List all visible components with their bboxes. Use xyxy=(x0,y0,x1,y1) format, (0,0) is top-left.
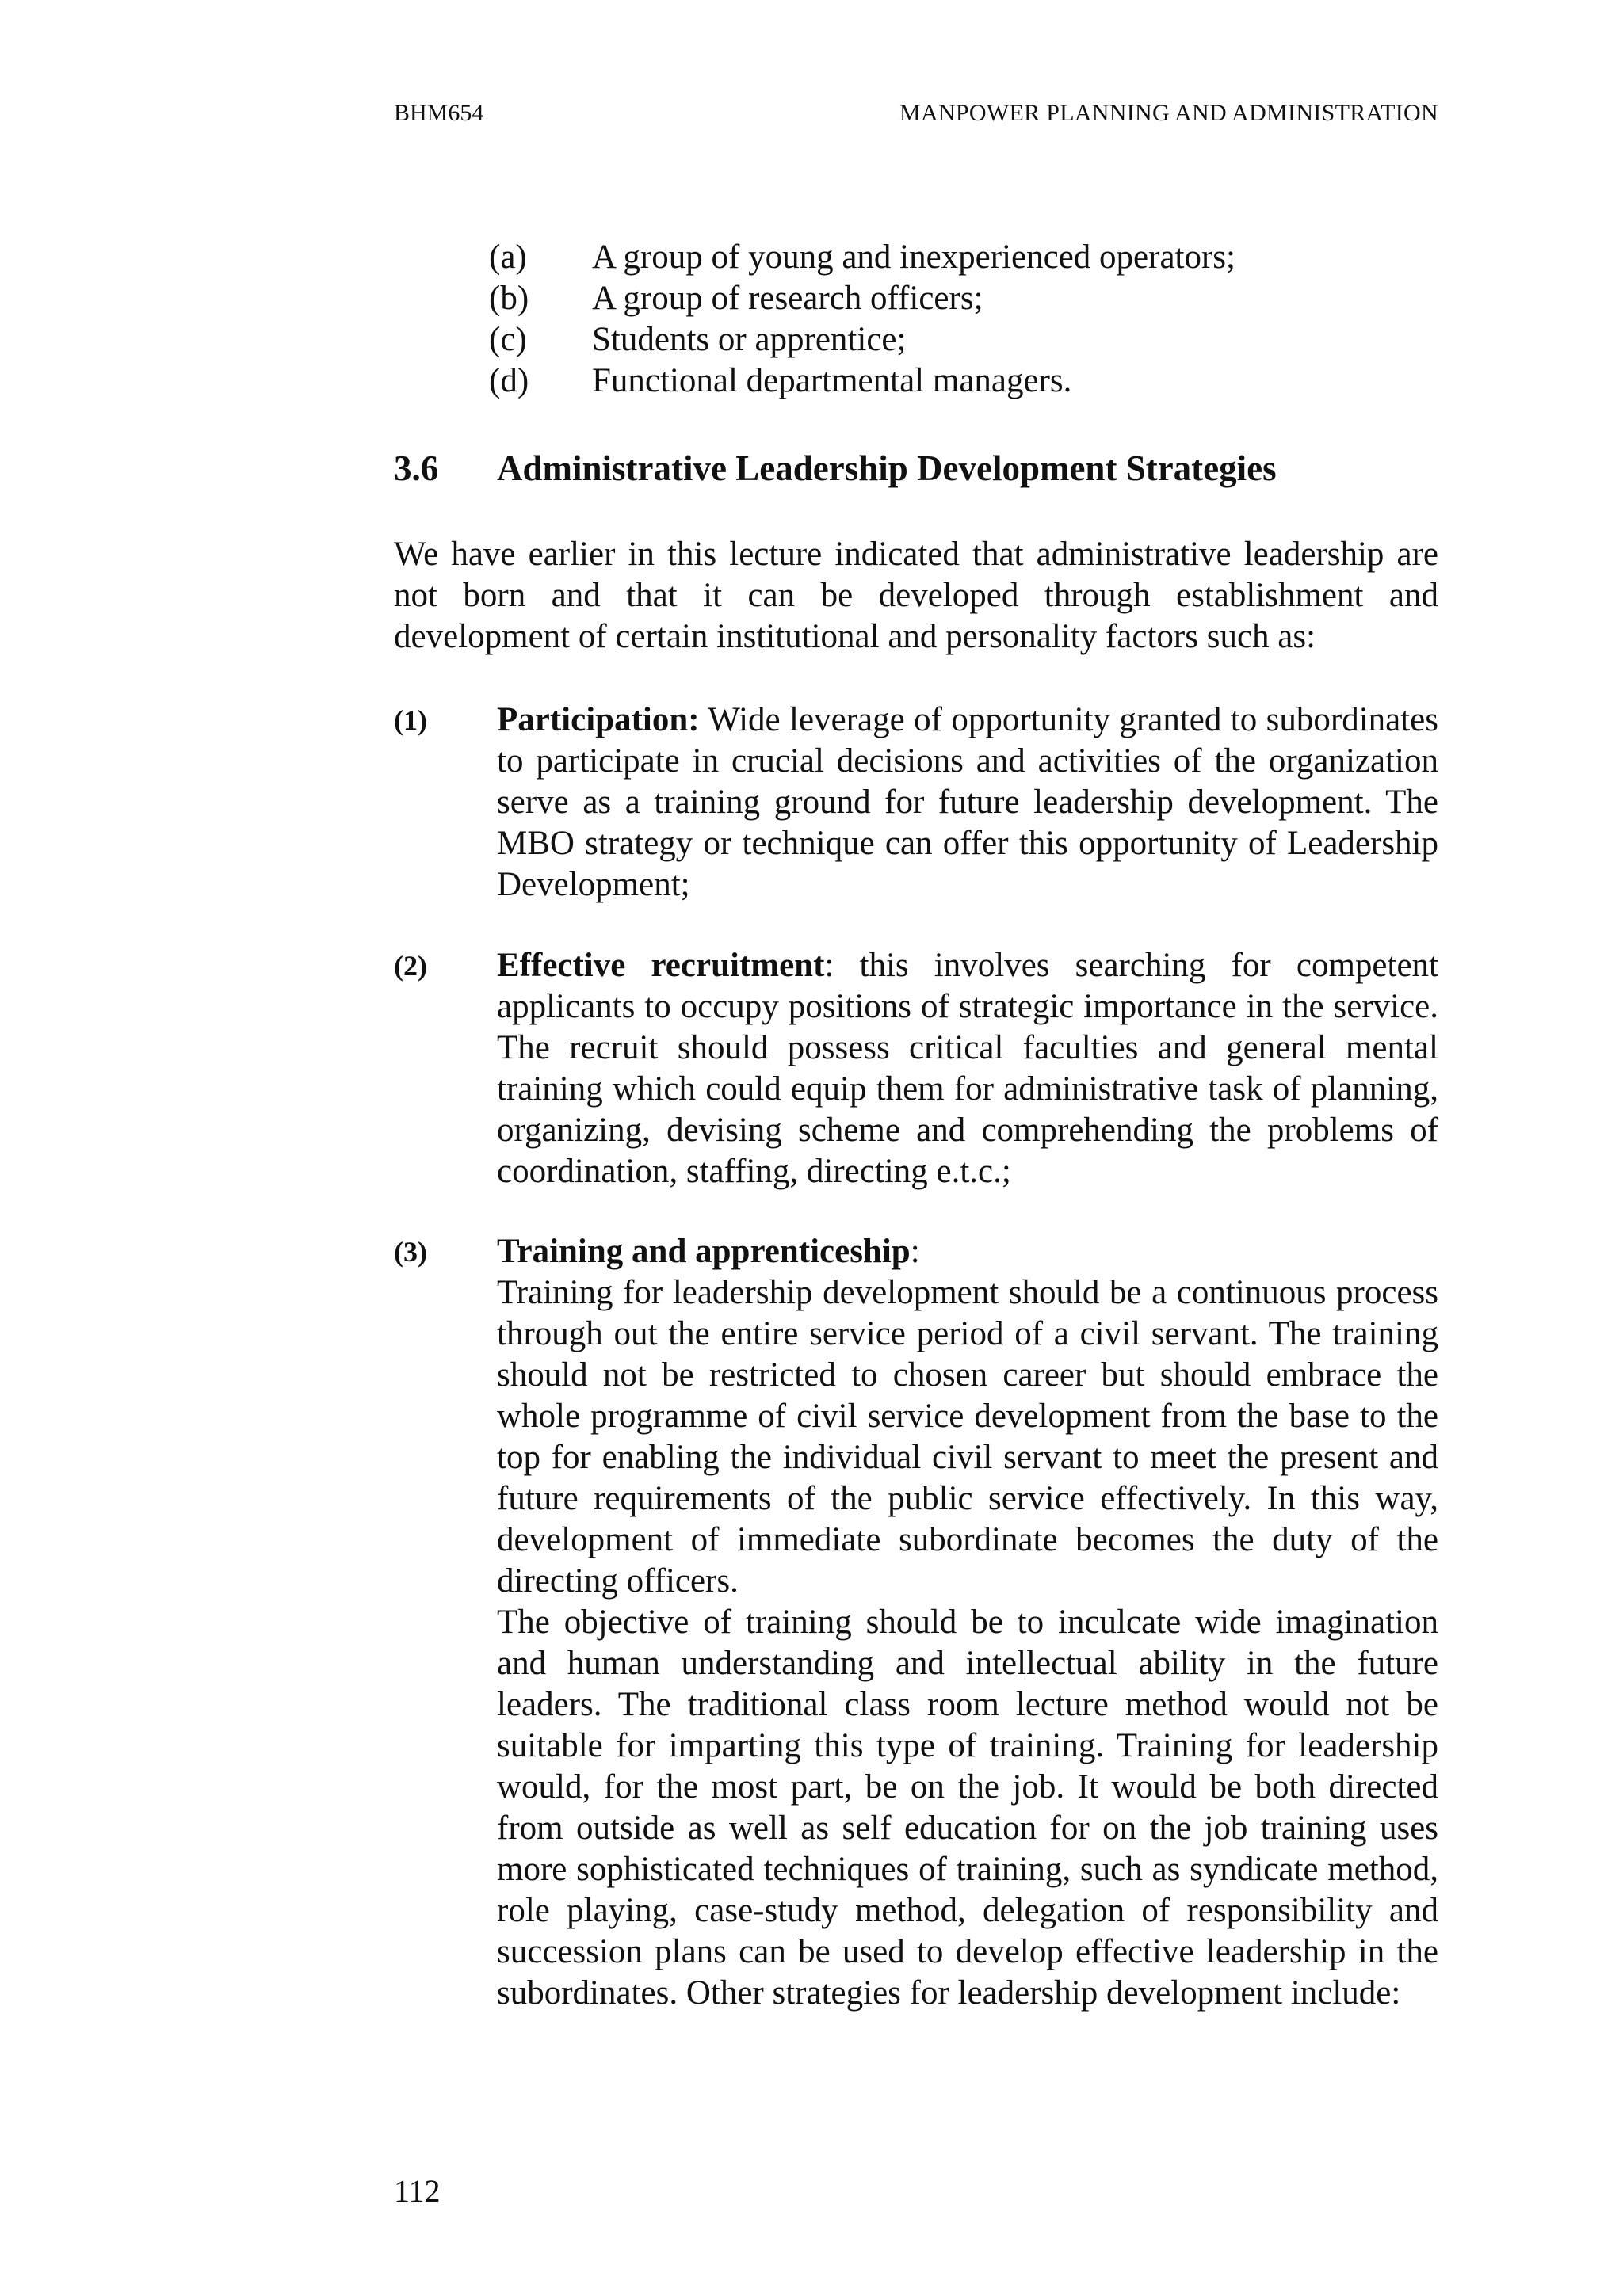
item-heading: Participation: xyxy=(497,701,700,738)
item-number: (1) xyxy=(394,704,427,736)
item-heading-line xyxy=(497,1231,1438,1272)
item-paragraph: Training for leadership development should be a continuous process through out the entire service period of a civil servant. The training should not be restricted to chosen career but should embrace the whole programme of civil service development from the base to the top for enabling the individual civil servant to meet the present and future requirements of the public service effectively. In this way, development of immediate subordinate becomes the duty of the directing officers. xyxy=(497,1274,1438,1600)
strategy-item-training xyxy=(394,1231,1438,2014)
strategy-item-participation xyxy=(394,700,1438,906)
item-paragraph: The objective of training should be to inculcate wide imagination and human understanding and intellectual ability in the future leaders. The traditional class room lecture method would not be suitable for imparting this type of training. Training for leadership would, for the most part, be on the job. It would be both directed from outside as well as self education for on the job training uses more sophisticated techniques of training, such as syndicate method, role playing, case-study method, delegation of responsibility and succession plans can be used to develop effective leadership in the subordinates. Other strategies for leadership development include: xyxy=(497,1604,1438,2012)
sub-list-item xyxy=(489,237,1235,278)
item-body xyxy=(497,700,1438,906)
item-text: this involves searching for competent applicants to occupy positions of strategic importance in the service. The recruit should possess critical faculties and general mental training which could equip them for administrative task of planning, organizing, devising scheme and comprehending the problems of coordination, staffing, directing e.t.c.; xyxy=(497,947,1438,1190)
sub-list-label: (a) xyxy=(489,238,527,276)
item-body xyxy=(497,945,1438,1192)
header-course-code: BHM654 xyxy=(394,100,484,126)
sub-list-label: (d) xyxy=(489,362,529,399)
sub-list-item xyxy=(489,360,1235,402)
item-body xyxy=(497,1231,1438,2014)
section-number: 3.6 xyxy=(394,448,439,488)
sub-list xyxy=(489,237,1235,402)
sub-list-text: A group of research officers; xyxy=(592,280,983,317)
sub-list-text: Functional departmental managers. xyxy=(592,362,1072,399)
sub-list-item xyxy=(489,278,1235,319)
section-title: Administrative Leadership Development Strategies xyxy=(497,448,1277,488)
sub-list-label: (c) xyxy=(489,321,527,358)
sub-list-label: (b) xyxy=(489,280,529,317)
sub-list-text: A group of young and inexperienced operators; xyxy=(592,238,1235,276)
item-heading-suffix: : xyxy=(824,947,834,984)
item-heading-suffix: : xyxy=(910,1233,920,1270)
strategy-item-recruitment xyxy=(394,945,1438,1192)
sub-list-text: Students or apprentice; xyxy=(592,321,907,358)
page-number: 112 xyxy=(394,2173,441,2209)
header-course-title: MANPOWER PLANNING AND ADMINISTRATION xyxy=(899,100,1438,126)
item-heading: Effective recruitment xyxy=(497,947,825,984)
item-heading: Training and apprenticeship xyxy=(497,1233,911,1270)
item-text: Wide leverage of opportunity granted to subordinates to participate in crucial decisions and activities of the organization serve as a training ground for future leadership development. The MBO strategy or technique can offer this opportunity of Leadership Development; xyxy=(497,701,1438,903)
item-number: (3) xyxy=(394,1236,427,1268)
sub-list-item xyxy=(489,319,1235,360)
section-heading xyxy=(394,448,1277,489)
intro-paragraph: We have earlier in this lecture indicated that administrative leadership are not born and that it can be developed through establishment and development of certain institutional and personality factors such as: xyxy=(394,536,1438,655)
item-number: (2) xyxy=(394,950,427,982)
